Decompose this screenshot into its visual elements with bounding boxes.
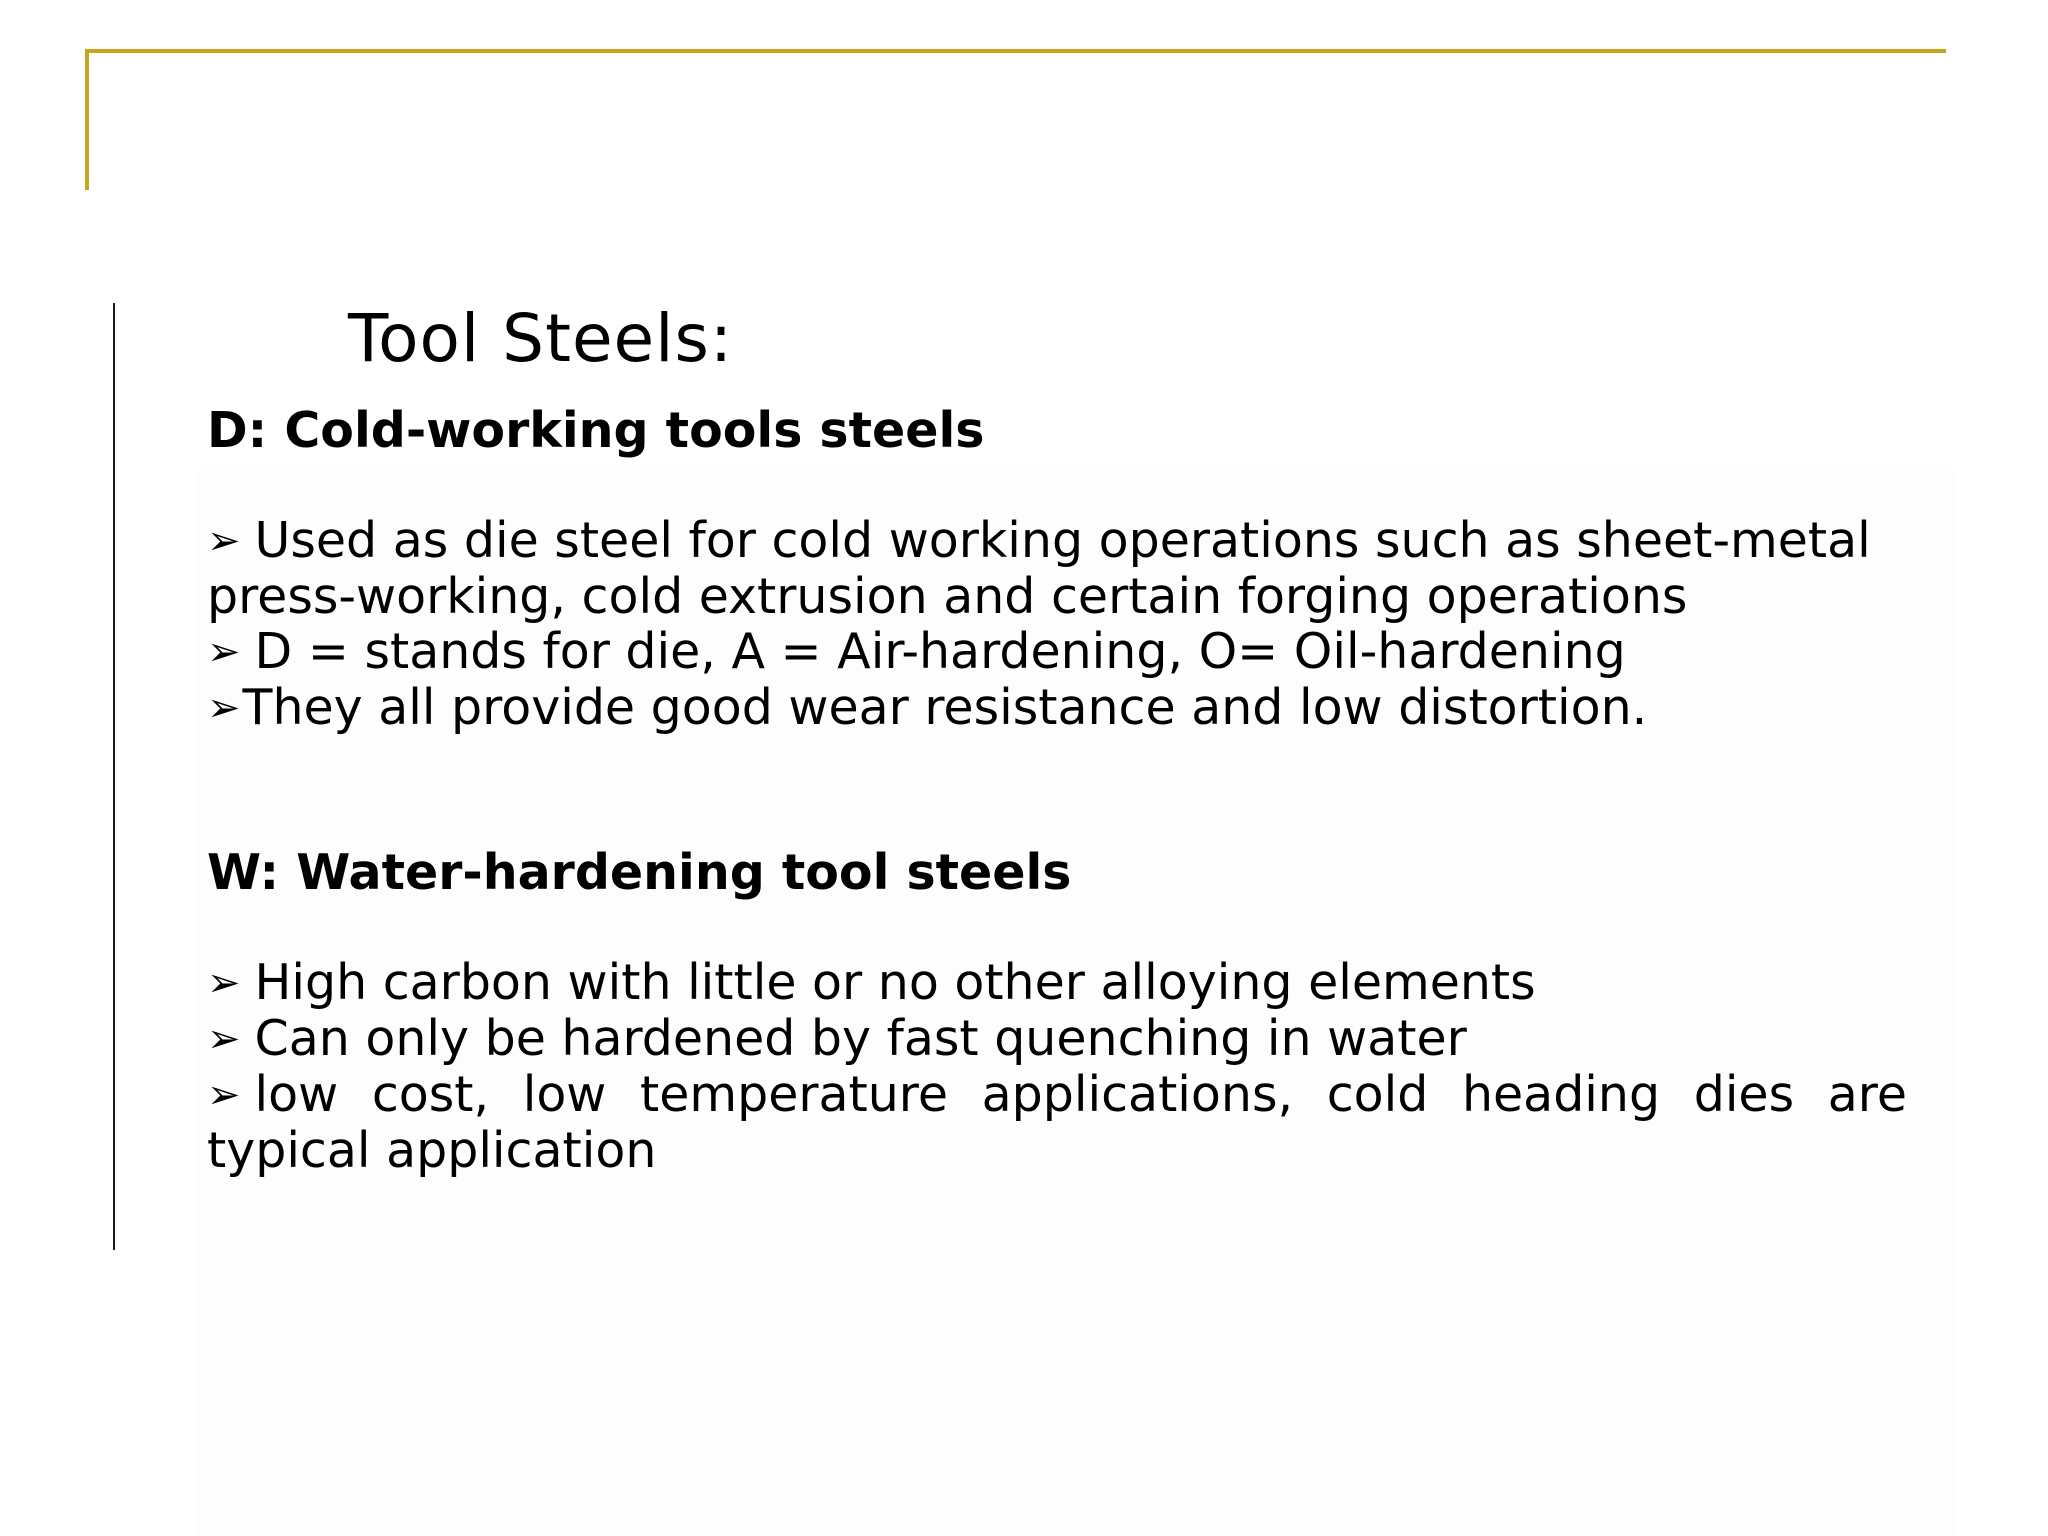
section-heading-d: D: Cold-working tools steels: [207, 402, 985, 459]
bullet-text: Can only be hardened by fast quenching in water: [254, 1010, 1467, 1067]
bullet-list-d: [207, 513, 1907, 736]
arrow-bullet-icon: ➢: [207, 629, 241, 675]
bullet-text: D = stands for die, A = Air-hardening, O= Oil-hardening: [254, 623, 1626, 680]
arrow-bullet-icon: ➢: [207, 1072, 241, 1118]
bullet-text: High carbon with little or no other alloying elements: [254, 954, 1536, 1011]
bullet-item: [207, 513, 1907, 569]
slide-title: Tool Steels:: [348, 300, 734, 377]
arrow-bullet-icon: ➢: [207, 685, 241, 731]
arrow-bullet-icon: ➢: [207, 518, 241, 564]
left-rule: [113, 303, 115, 1250]
bullet-text: They all provide good wear resistance and low distortion.: [242, 679, 1648, 736]
bullet-item: [207, 680, 1907, 736]
arrow-bullet-icon: ➢: [207, 960, 241, 1006]
bullet-item: [207, 1011, 1907, 1067]
arrow-bullet-icon: ➢: [207, 1016, 241, 1062]
accent-line-vertical: [85, 49, 89, 190]
bullet-item: [207, 1067, 1907, 1123]
bullet-text: low cost, low temperature applications, cold heading dies are: [254, 1066, 1907, 1123]
bullet-list-w: [207, 955, 1907, 1178]
accent-line-horizontal: [85, 49, 1946, 53]
bullet-text: Used as die steel for cold working operations such as sheet-metal: [254, 512, 1871, 569]
section-heading-w: W: Water-hardening tool steels: [207, 844, 1072, 901]
bullet-continuation: press-working, cold extrusion and certain forging operations: [207, 568, 1688, 625]
bullet-item: [207, 624, 1907, 680]
bullet-continuation: typical application: [207, 1122, 657, 1179]
bullet-item: [207, 955, 1907, 1011]
